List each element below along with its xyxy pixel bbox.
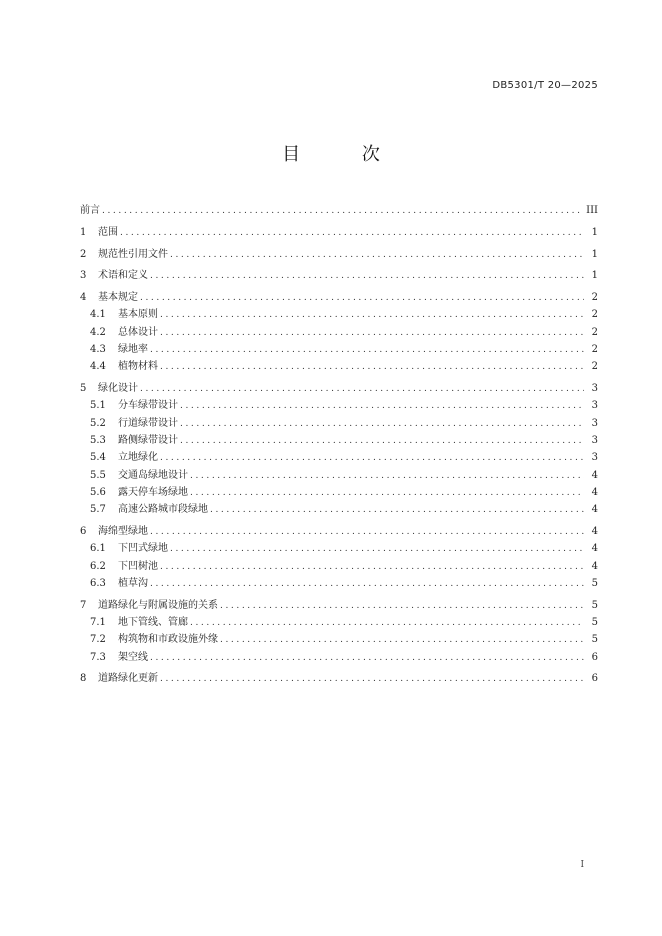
dot-leader [170, 541, 584, 558]
toc-page-number: 5 [591, 577, 598, 589]
toc-entry[interactable] [80, 289, 598, 306]
toc-subentry[interactable] [80, 501, 598, 518]
dot-leader [180, 416, 584, 433]
toc-entry[interactable] [80, 597, 598, 614]
toc-label: 总体设计 [118, 326, 158, 338]
toc-entry-foreword[interactable] [80, 202, 598, 219]
toc-number: 5.4 [90, 452, 106, 464]
toc-label: 术语和定义 [98, 270, 148, 282]
dot-leader [140, 290, 584, 307]
toc-page-number: 3 [591, 435, 598, 447]
toc-label: 植草沟 [118, 577, 148, 589]
toc-subentry[interactable] [80, 449, 598, 466]
toc-label: 道路绿化更新 [98, 673, 158, 685]
toc-label: 分车绿带设计 [118, 400, 178, 412]
dot-leader [210, 502, 584, 519]
toc-page-number: 4 [591, 469, 598, 481]
toc-page-number: 5 [591, 634, 598, 646]
toc-number: 5.7 [90, 504, 106, 516]
toc-subentry[interactable] [80, 649, 598, 666]
document-id: DB5301/T 20—2025 [492, 80, 598, 91]
dot-leader [160, 671, 584, 688]
toc-number: 3 [80, 270, 87, 282]
dot-leader [102, 203, 582, 220]
toc-page-number: 4 [591, 543, 598, 555]
toc-page-number: 4 [591, 486, 598, 498]
toc-page-number: 6 [591, 651, 598, 663]
toc-page-number: 2 [591, 361, 598, 373]
toc-page-number: 2 [591, 309, 598, 321]
toc-page-number: 3 [591, 383, 598, 395]
toc-label: 范围 [98, 226, 118, 238]
page-title: 目 次 [282, 144, 408, 165]
toc-label: 路侧绿带设计 [118, 435, 178, 447]
toc-label: 高速公路城市段绿地 [118, 504, 208, 516]
toc-number: 6 [80, 526, 87, 538]
dot-leader [160, 325, 584, 342]
dot-leader [120, 225, 584, 242]
dot-leader [160, 359, 584, 376]
toc-subentry[interactable] [80, 341, 598, 358]
toc-page-number: 4 [591, 560, 598, 572]
toc-number: 7.2 [90, 634, 106, 646]
dot-leader [170, 247, 584, 264]
toc-number: 7.3 [90, 651, 106, 663]
toc-number: 5.1 [90, 400, 106, 412]
toc-label: 下凹树池 [118, 560, 158, 572]
toc-number: 5.6 [90, 486, 106, 498]
toc-label: 绿化设计 [98, 383, 138, 395]
page-number: I [580, 860, 584, 870]
dot-leader [150, 268, 584, 285]
toc-label: 基本原则 [118, 309, 158, 321]
toc-page-number: 5 [591, 599, 598, 611]
toc-label: 海绵型绿地 [98, 526, 148, 538]
dot-leader [150, 576, 584, 593]
toc-page-number: 3 [591, 400, 598, 412]
toc-entry[interactable] [80, 224, 598, 241]
toc-entry[interactable] [80, 380, 598, 397]
toc-page-number: 1 [591, 248, 598, 260]
toc-number: 4.1 [90, 309, 106, 321]
toc-page-number: 5 [591, 617, 598, 629]
toc-page-number: 6 [591, 673, 598, 685]
toc-number: 4.2 [90, 326, 106, 338]
toc-label: 下凹式绿地 [118, 543, 168, 555]
dot-leader [150, 524, 584, 541]
toc-page-number: 2 [591, 344, 598, 356]
toc-number: 2 [80, 248, 87, 260]
toc-label: 基本规定 [98, 292, 138, 304]
dot-leader [190, 485, 584, 502]
toc-page-number: 3 [591, 452, 598, 464]
toc-page-number: 2 [591, 326, 598, 338]
toc-entry[interactable] [80, 670, 598, 687]
toc-label: 道路绿化与附属设施的关系 [98, 599, 218, 611]
toc-label: 地下管线、管廊 [118, 617, 188, 629]
toc-label: 前言 [80, 205, 100, 216]
toc-number: 5 [80, 383, 87, 395]
toc-number: 4 [80, 292, 87, 304]
toc-label: 规范性引用文件 [98, 248, 168, 260]
toc-subentry[interactable] [80, 415, 598, 432]
toc-page-number: 4 [591, 526, 598, 538]
dot-leader [150, 650, 584, 667]
toc-label: 绿地率 [118, 344, 148, 356]
dot-leader [220, 598, 584, 615]
toc-subentry[interactable] [80, 540, 598, 557]
toc-number: 1 [80, 226, 87, 238]
toc-label: 植物材料 [118, 361, 158, 373]
toc-number: 6.2 [90, 560, 106, 572]
dot-leader [190, 615, 584, 632]
toc-label: 构筑物和市政设施外缘 [118, 634, 218, 646]
toc-subentry[interactable] [80, 631, 598, 648]
toc-subentry[interactable] [80, 484, 598, 501]
toc-page-number: III [586, 205, 598, 216]
toc-subentry[interactable] [80, 575, 598, 592]
toc-label: 架空线 [118, 651, 148, 663]
toc-page-number: 1 [591, 270, 598, 282]
dot-leader [220, 632, 584, 649]
dot-leader [160, 559, 584, 576]
toc-subentry[interactable] [80, 558, 598, 575]
toc-subentry[interactable] [80, 614, 598, 631]
toc-label: 立地绿化 [118, 452, 158, 464]
toc-entry[interactable] [80, 523, 598, 540]
toc-number: 5.3 [90, 435, 106, 447]
toc-label: 露天停车场绿地 [118, 486, 188, 498]
toc-subentry[interactable] [80, 358, 598, 375]
toc-subentry[interactable] [80, 432, 598, 449]
toc-page-number: 4 [591, 504, 598, 516]
toc-number: 6.1 [90, 543, 106, 555]
toc-entry[interactable] [80, 246, 598, 263]
toc-subentry[interactable] [80, 397, 598, 414]
toc-label: 交通岛绿地设计 [118, 469, 188, 481]
toc-page-number: 2 [591, 292, 598, 304]
toc-number: 5.2 [90, 417, 106, 429]
dot-leader [180, 398, 584, 415]
toc-subentry[interactable] [80, 324, 598, 341]
toc-number: 5.5 [90, 469, 106, 481]
toc-number: 7.1 [90, 617, 106, 629]
toc-number: 7 [80, 599, 87, 611]
dot-leader [190, 468, 584, 485]
toc-number: 4.4 [90, 361, 106, 373]
dot-leader [160, 307, 584, 324]
dot-leader [160, 450, 584, 467]
toc-label: 行道绿带设计 [118, 417, 178, 429]
table-of-contents [80, 202, 598, 688]
toc-number: 4.3 [90, 344, 106, 356]
toc-entry[interactable] [80, 267, 598, 284]
toc-number: 6.3 [90, 577, 106, 589]
toc-number: 8 [80, 673, 87, 685]
toc-page-number: 3 [591, 417, 598, 429]
toc-subentry[interactable] [80, 467, 598, 484]
toc-page-number: 1 [591, 226, 598, 238]
toc-subentry[interactable] [80, 306, 598, 323]
dot-leader [180, 433, 584, 450]
dot-leader [140, 381, 584, 398]
dot-leader [150, 342, 584, 359]
